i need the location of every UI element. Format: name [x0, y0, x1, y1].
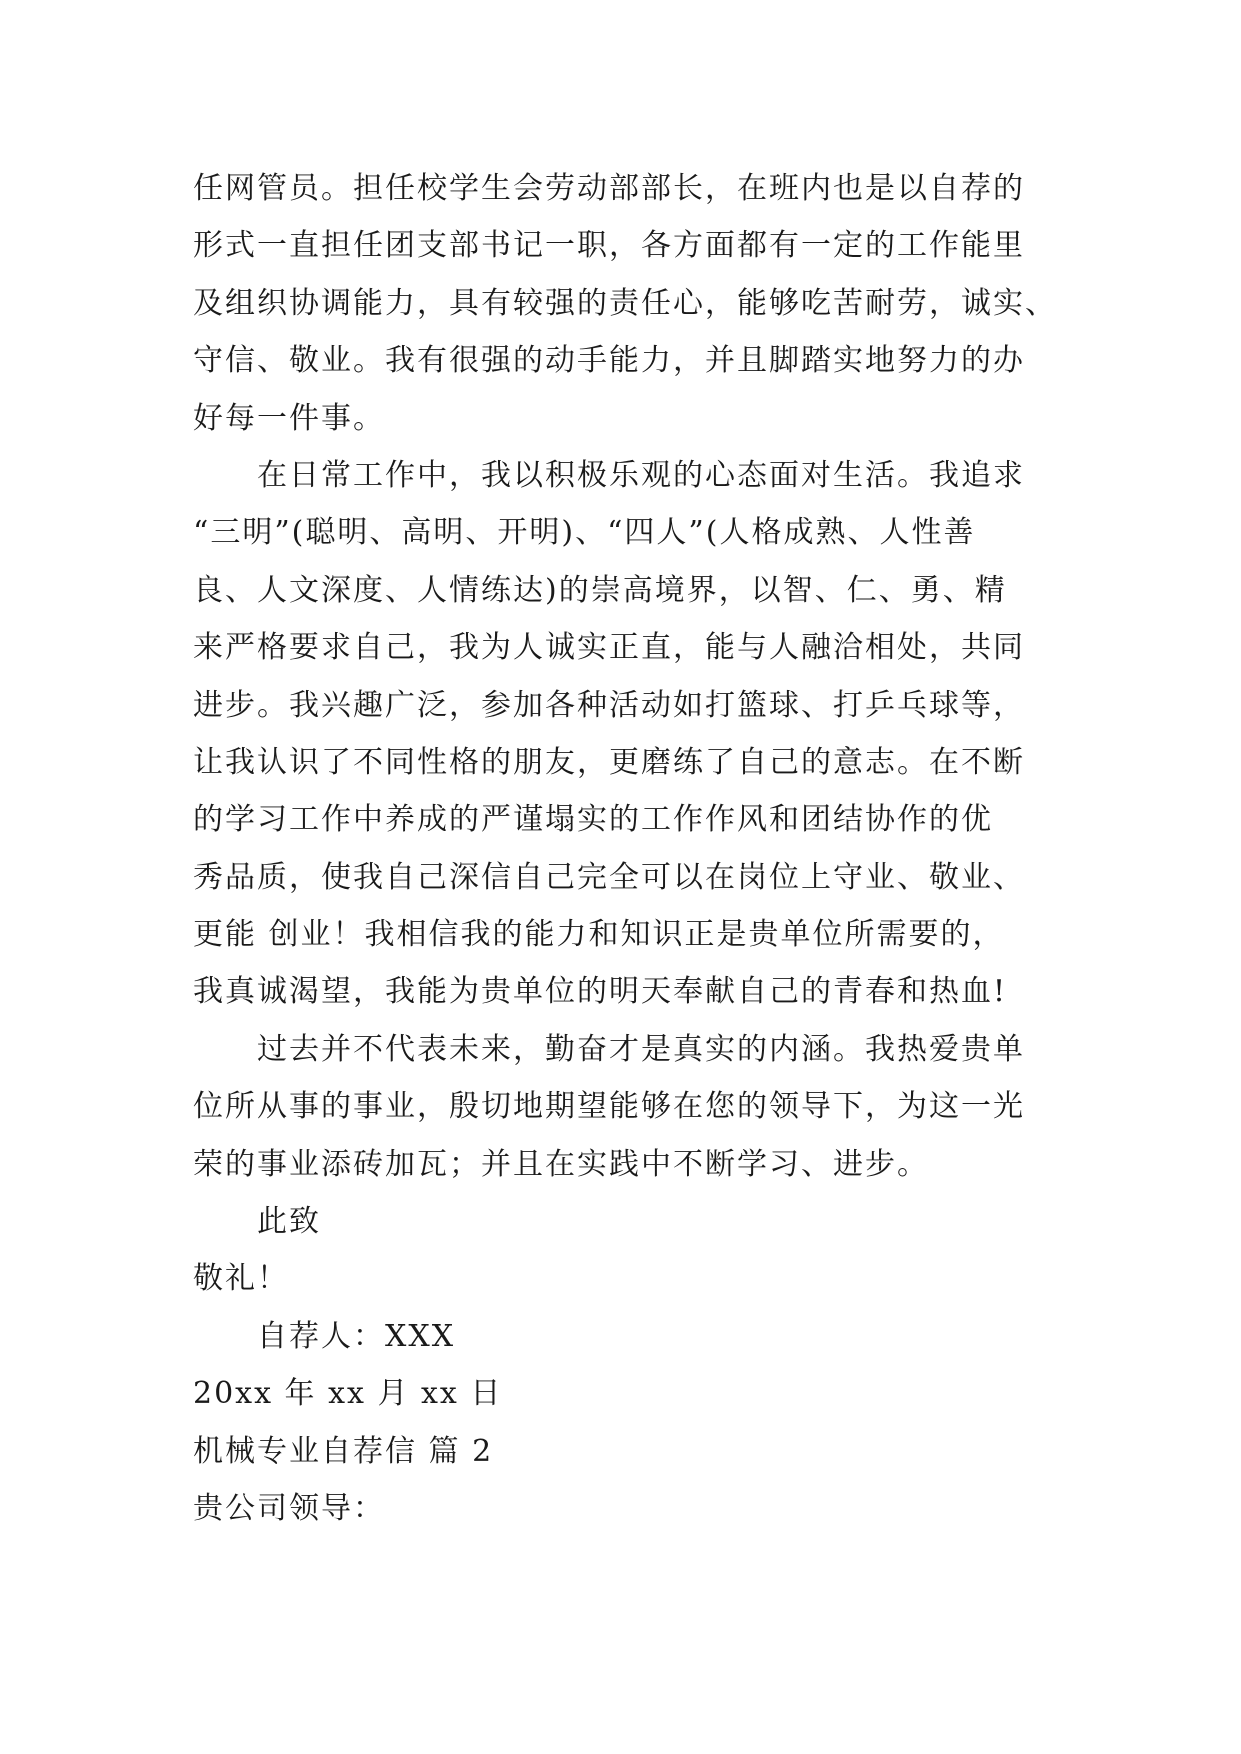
- closing-regards: 敬礼！: [193, 1261, 289, 1297]
- text-line: 我真诚渴望，我能为贵单位的明天奉献自己的青春和热血!: [193, 974, 1008, 1010]
- text-line: 过去并不代表未来，勤奋才是真实的内涵。我热爱贵单: [193, 1031, 1025, 1067]
- text-line: 来严格要求自己，我为人诚实正直，能与人融洽相处，共同: [193, 630, 1025, 666]
- text-line: 良、人文深度、人情练达)的崇高境界，以智、仁、勇、精: [193, 572, 1007, 608]
- text-line: 形式一直担任团支部书记一职，各方面都有一定的工作能里: [193, 228, 1025, 264]
- section-heading: 机械专业自荐信 篇 2: [193, 1433, 494, 1469]
- text-line: 好每一件事。: [193, 400, 385, 436]
- text-line: 及组织协调能力，具有较强的责任心，能够吃苦耐劳，诚实、: [193, 285, 1057, 321]
- text-line: 进步。我兴趣广泛，参加各种活动如打篮球、打乒乓球等，: [193, 687, 1025, 723]
- text-line: 位所从事的事业，殷切地期望能够在您的领导下，为这一光: [193, 1089, 1025, 1125]
- closing-salutation: 此致: [193, 1204, 321, 1240]
- text-line: “三明”(聪明、高明、开明)、“四人”(人格成熟、人性善: [193, 515, 976, 551]
- text-line: 让我认识了不同性格的朋友，更磨练了自己的意志。在不断: [193, 744, 1025, 780]
- text-line: 在日常工作中，我以积极乐观的心态面对生活。我追求: [193, 457, 1025, 493]
- text-line: 守信、敬业。我有很强的动手能力，并且脚踏实地努力的办: [193, 343, 1025, 379]
- text-line: 荣的事业添砖加瓦；并且在实践中不断学习、进步。: [193, 1146, 929, 1182]
- signature-line: 自荐人：XXX: [193, 1318, 456, 1354]
- text-line: 的学习工作中养成的严谨塌实的工作作风和团结协作的优: [193, 802, 993, 838]
- greeting-line: 贵公司领导：: [193, 1490, 385, 1526]
- text-line: 秀品质，使我自己深信自己完全可以在岗位上守业、敬业、: [193, 859, 1025, 895]
- letter-body: [193, 160, 1073, 1537]
- text-line: 任网管员。担任校学生会劳动部部长，在班内也是以自荐的: [193, 171, 1025, 206]
- date-line: 20xx 年 xx 月 xx 日: [193, 1376, 503, 1412]
- text-line: 更能 创业！我相信我的能力和知识正是贵单位所需要的，: [193, 917, 1005, 953]
